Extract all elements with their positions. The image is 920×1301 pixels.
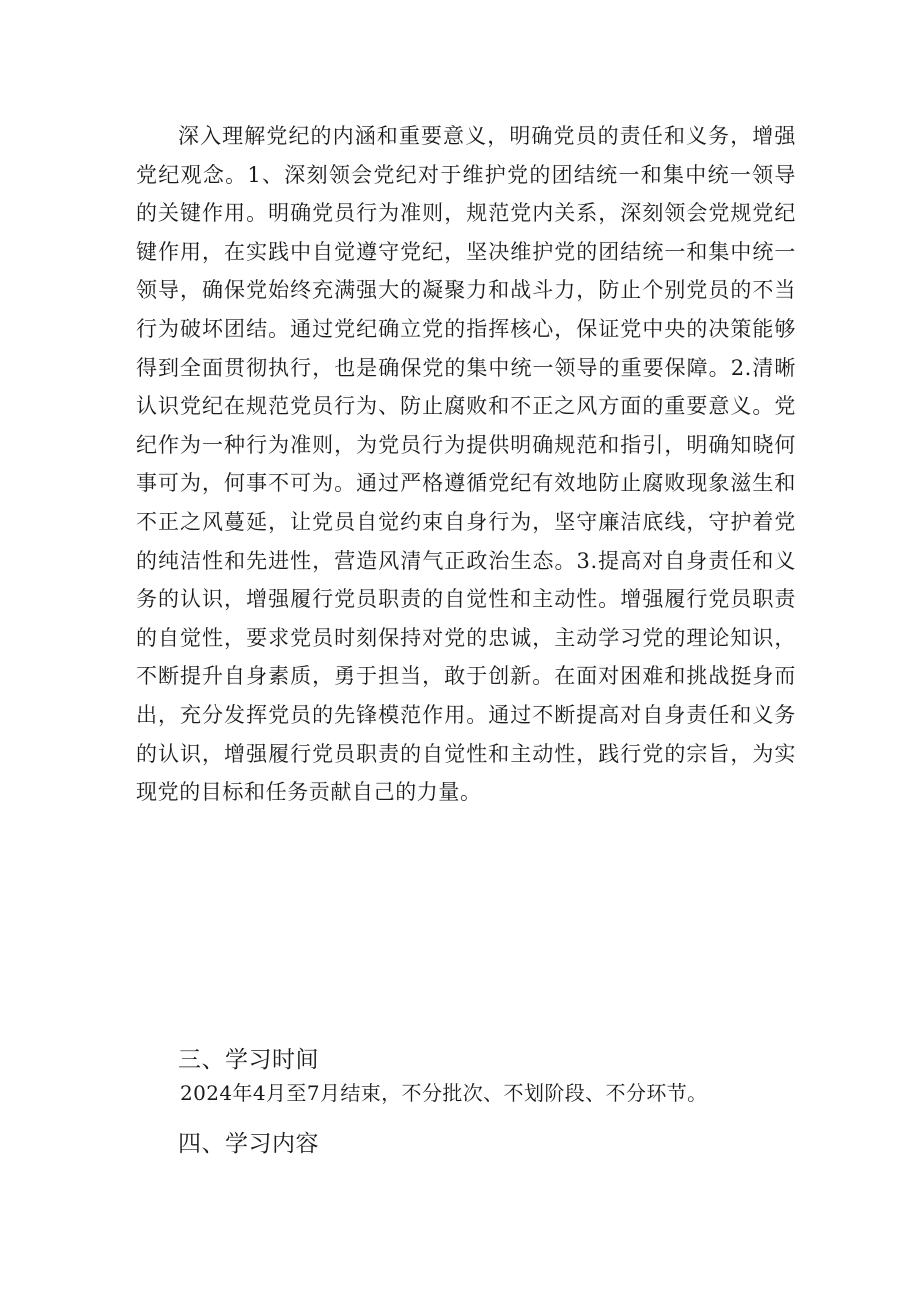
section-three-heading: 三、学习时间 <box>178 1047 319 1073</box>
section-four-heading: 四、学习内容 <box>178 1131 319 1157</box>
section-three-text: 2024年4月至7月结束，不分批次、不划阶段、不分环节。 <box>180 1081 708 1105</box>
body-paragraph: 深入理解党纪的内涵和重要意义，明确党员的责任和义务，增强党纪观念。1、深刻领会党纪对于维护党的团结统一和集中统一领导的关键作用。明确党员行为准则，规范党内关系，深刻领会党规党纪键作用，在实践中自觉遵守党纪，坚决维护党的团结统一和集中统一领导，确保党始终充满强大的凝聚力和战斗力，防止个别党员的不当行为破坏团结。通过党纪确立党的指挥核心，保证党中央的决策能够得到全面贯彻执行，也是确保党的集中统一领导的重要保障。2.清晰认识党纪在规范党员行为、防止腐败和不正之风方面的重要意义。党纪作为一种行为准则，为党员行为提供明确规范和指引，明确知晓何事可为，何事不可为。通过严格遵循党纪有效地防止腐败现象滋生和不正之风蔓延，让党员自觉约束自身行为，坚守廉洁底线，守护着党的纯洁性和先进性，营造风清气正政治生态。3.提高对自身责任和义务的认识，增强履行党员职责的自觉性和主动性。增强履行党员职责的自觉性，要求党员时刻保持对党的忠诚，主动学习党的理论知识，不断提升自身素质，勇于担当，敢于创新。在面对困难和挑战挺身而出，充分发挥党员的先锋模范作用。通过不断提高对自身责任和义务的认识，增强履行党员职责的自觉性和主动性，践行党的宗旨，为实现党的目标和任务贡献自己的力量。 <box>136 124 796 805</box>
